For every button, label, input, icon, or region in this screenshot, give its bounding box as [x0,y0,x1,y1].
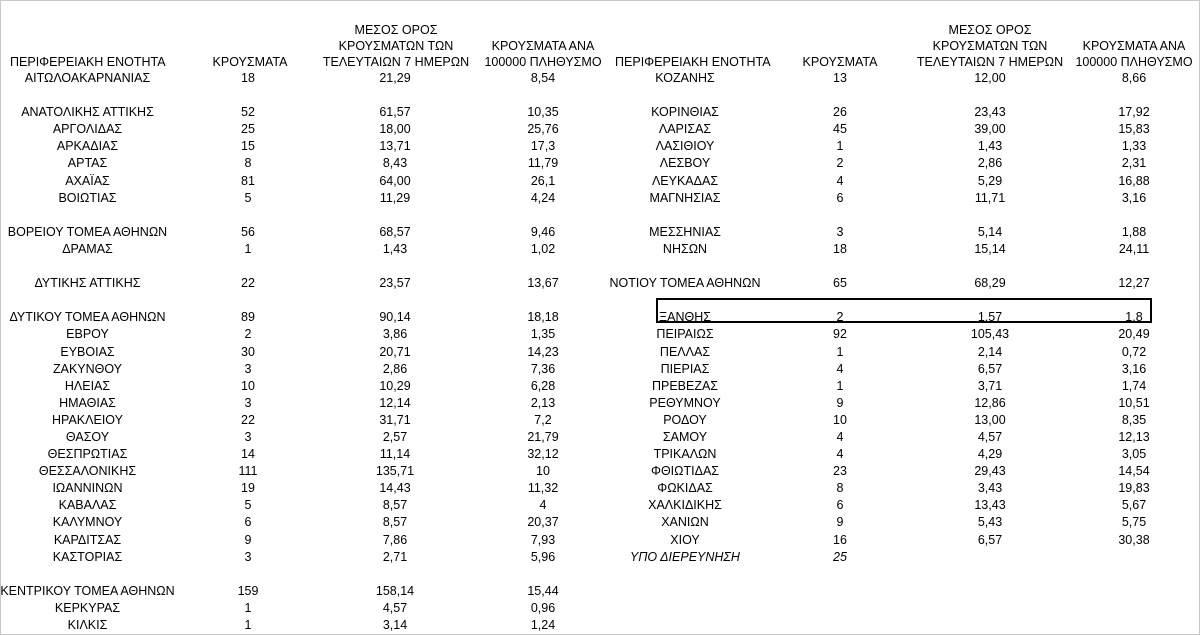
cases-cell: 2 [836,156,844,171]
region-cell: ΗΡΑΚΛΕΙΟΥ [52,412,123,427]
region-cell: ΞΑΝΘΗΣ [659,310,711,325]
region-cell: ΗΜΑΘΙΑΣ [59,395,116,410]
cases-cell: 1 [244,618,252,632]
avg-cell: 29,43 [974,464,1006,479]
avg-cell: 10,29 [379,378,411,393]
per100k-cell: 7,93 [530,532,556,547]
avg-cell: 39,00 [974,122,1006,137]
region-cell: ΚΕΡΚΥΡΑΣ [54,600,121,615]
per100k-cell: 1,24 [530,618,556,632]
cases-cell: 6 [836,498,844,513]
cases-cell: 4 [836,361,844,376]
region-cell: ΡΟΔΟΥ [663,412,707,427]
per100k-cell: 1,8 [1125,310,1143,325]
avg-cell: 13,71 [379,139,411,154]
avg-cell: 135,71 [375,464,415,479]
per100k-cell: 3,05 [1121,447,1147,462]
per100k-cell: 10 [536,464,550,479]
avg-cell: 2,14 [977,344,1003,359]
cases-cell: 4 [836,173,844,188]
per100k-cell: 24,11 [1118,241,1150,256]
per100k-cell: 32,12 [527,447,559,462]
cases-cell: 8 [244,156,252,171]
per100k-cell: 12,27 [1118,276,1150,291]
avg-cell: 3,86 [382,327,408,342]
region-cell: ΛΕΥΚΑΔΑΣ [651,173,719,188]
avg-cell: 13,43 [974,498,1006,513]
avg-cell: 6,57 [977,361,1003,376]
avg-cell: 4,29 [977,447,1003,462]
header-region: ΠΕΡΙΦΕΡΕΙΑΚΗ ΕΝΟΤΗΤΑ [615,55,771,69]
per100k-cell: 15,83 [1118,122,1150,137]
per100k-cell: 17,92 [1118,105,1150,120]
avg-cell: 2,86 [977,156,1003,171]
cases-cell: 15 [241,139,255,154]
avg-cell: 3,14 [382,618,408,632]
region-cell: ΒΟΙΩΤΙΑΣ [58,190,117,205]
cases-cell: 19 [241,481,255,496]
avg-cell: 64,00 [379,173,411,188]
per100k-cell: 4 [539,498,547,513]
per100k-cell: 25,76 [527,122,559,137]
cases-cell: 81 [241,173,255,188]
per100k-cell: 0,72 [1121,344,1147,359]
per100k-cell: 0,96 [530,600,556,615]
avg-cell: 8,57 [382,515,408,530]
cases-cell: 18 [833,241,847,256]
avg-cell: 68,57 [379,224,411,239]
avg-cell: 2,86 [382,361,408,376]
per100k-cell: 14,23 [527,344,559,359]
header-region: ΠΕΡΙΦΕΡΕΙΑΚΗ ΕΝΟΤΗΤΑ [10,55,166,69]
header-avg-line: ΜΕΣΟΣ ΟΡΟΣ [948,23,1032,37]
cases-cell: 3 [836,224,844,239]
region-cell: ΧΙΟΥ [670,532,700,547]
region-cell: ΠΡΕΒΕΖΑΣ [651,378,719,393]
region-cell: ΖΑΚΥΝΘΟΥ [52,361,123,376]
header-avg-line: ΤΕΛΕΥΤΑΙΩΝ 7 ΗΜΕΡΩΝ [322,55,470,69]
avg-cell: 15,14 [974,241,1006,256]
per100k-cell: 5,96 [530,549,556,564]
region-cell: ΔΡΑΜΑΣ [62,241,113,256]
cases-cell: 6 [836,190,844,205]
avg-cell: 12,86 [974,395,1006,410]
cases-cell: 5 [244,498,252,513]
per100k-cell: 10,35 [527,105,559,120]
cases-cell: 159 [237,583,259,598]
cases-cell: 30 [241,344,255,359]
header-cases: ΚΡΟΥΣΜΑΤΑ [212,55,288,69]
cases-cell: 3 [244,429,252,444]
region-cell: ΧΑΝΙΩΝ [661,515,709,530]
cases-cell: 26 [833,105,847,120]
avg-cell: 5,29 [977,173,1003,188]
cases-cell: 3 [244,395,252,410]
avg-cell: 1,43 [977,139,1003,154]
header-avg-line: ΚΡΟΥΣΜΑΤΩΝ ΤΩΝ [338,39,454,53]
cases-cell: 10 [833,412,847,427]
per100k-cell: 12,13 [1118,429,1150,444]
avg-cell: 90,14 [379,310,411,325]
region-cell: ΚΑΒΑΛΑΣ [58,498,117,513]
cases-cell: 52 [241,105,255,120]
per100k-cell: 4,24 [530,190,556,205]
per100k-cell: 7,2 [534,412,552,427]
per100k-cell: 20,37 [527,515,559,530]
region-cell: ΕΒΡΟΥ [66,327,109,342]
per100k-cell: 1,02 [530,241,556,256]
header-avg-line: ΤΕΛΕΥΤΑΙΩΝ 7 ΗΜΕΡΩΝ [916,55,1064,69]
per100k-cell: 2,13 [530,395,556,410]
cases-cell: 2 [244,327,252,342]
avg-cell: 1,57 [977,310,1003,325]
cases-cell: 65 [833,276,847,291]
region-cell: ΦΘΙΩΤΙΔΑΣ [650,464,720,479]
avg-cell: 12,00 [974,71,1006,85]
region-cell: ΦΩΚΙΔΑΣ [657,481,713,496]
cases-cell: 1 [244,600,252,615]
cases-cell: 16 [833,532,847,547]
per100k-cell: 7,36 [530,361,556,376]
header-per100k [478,38,608,70]
avg-cell: 13,00 [974,412,1006,427]
cases-cell: 8 [836,481,844,496]
header-avg-line: ΚΡΟΥΣΜΑΤΩΝ ΤΩΝ [932,39,1048,53]
highlight-box [656,298,1152,323]
region-cell: ΕΥΒΟΙΑΣ [60,344,115,359]
cases-cell: 25 [833,549,847,564]
per100k-cell: 1,88 [1121,224,1147,239]
per100k-cell: 2,31 [1121,156,1147,171]
region-cell: ΝΟΤΙΟΥ ΤΟΜΕΑ ΑΘΗΝΩΝ [609,276,761,291]
region-cell: ΜΑΓΝΗΣΙΑΣ [649,190,721,205]
per100k-cell: 21,79 [527,429,559,444]
region-cell: ΚΙΛΚΙΣ [67,618,108,632]
avg-cell: 23,57 [379,276,411,291]
header-per100k-line: ΚΡΟΥΣΜΑΤΑ ΑΝΑ [491,39,595,53]
region-cell: ΠΕΛΛΑΣ [659,344,711,359]
region-cell: ΛΑΣΙΘΙΟΥ [655,139,715,154]
cases-cell: 3 [244,549,252,564]
region-cell: ΒΟΡΕΙΟΥ ΤΟΜΕΑ ΑΘΗΝΩΝ [7,224,168,239]
header-avg [316,22,476,70]
per100k-cell: 5,75 [1121,515,1147,530]
region-cell: ΘΕΣΠΡΩΤΙΑΣ [47,447,128,462]
avg-cell: 14,43 [379,481,411,496]
region-cell: ΡΕΘΥΜΝΟΥ [649,395,721,410]
region-cell: ΤΡΙΚΑΛΩΝ [653,447,717,462]
region-cell: ΛΑΡΙΣΑΣ [658,122,712,137]
cases-cell: 25 [241,122,255,137]
cases-cell: 1 [836,344,844,359]
region-cell: ΔΥΤΙΚΟΥ ΤΟΜΕΑ ΑΘΗΝΩΝ [9,310,166,325]
per100k-cell: 8,54 [530,71,556,85]
cases-cell: 1 [244,241,252,256]
avg-cell: 5,43 [977,515,1003,530]
cases-cell: 3 [244,361,252,376]
cases-cell: 4 [836,447,844,462]
avg-cell: 68,29 [974,276,1006,291]
avg-cell: 61,57 [379,105,411,120]
per100k-cell: 16,88 [1118,173,1150,188]
avg-cell: 31,71 [379,412,411,427]
per100k-cell: 1,33 [1121,139,1147,154]
region-cell: ΧΑΛΚΙΔΙΚΗΣ [648,498,722,513]
region-cell: ΝΗΣΩΝ [662,241,708,256]
region-cell: ΚΑΛΥΜΝΟΥ [52,515,123,530]
header-avg [910,22,1070,70]
cases-cell: 5 [244,190,252,205]
region-cell: ΔΥΤΙΚΗΣ ΑΤΤΙΚΗΣ [34,276,141,291]
region-cell: ΗΛΕΙΑΣ [64,378,111,393]
avg-cell: 4,57 [977,429,1003,444]
region-cell: ΘΕΣΣΑΛΟΝΙΚΗΣ [38,464,137,479]
per100k-cell: 3,16 [1121,190,1147,205]
cases-cell: 111 [238,464,258,479]
per100k-cell: 26,1 [530,173,556,188]
cases-cell: 9 [836,515,844,530]
cases-cell: 1 [836,378,844,393]
region-cell: ΑΡΓΟΛΙΔΑΣ [52,122,123,137]
region-cell: ΜΕΣΣΗΝΙΑΣ [649,224,721,239]
per100k-cell: 6,28 [530,378,556,393]
header-per100k-line: 100000 ΠΛΗΘΥΣΜΟ [1075,55,1193,69]
cases-cell: 18 [241,71,255,85]
avg-cell: 6,57 [977,532,1003,547]
avg-cell: 11,29 [379,190,411,205]
region-cell: ΛΕΣΒΟΥ [659,156,711,171]
avg-cell: 5,14 [977,224,1003,239]
region-cell: ΚΟΖΑΝΗΣ [655,71,715,85]
region-cell: ΠΕΙΡΑΙΩΣ [656,327,714,342]
per100k-cell: 1,74 [1121,378,1147,393]
header-per100k-line: ΚΡΟΥΣΜΑΤΑ ΑΝΑ [1082,39,1186,53]
cases-cell: 14 [241,447,255,462]
cases-cell: 22 [241,412,255,427]
per100k-cell: 30,38 [1118,532,1150,547]
avg-cell: 8,43 [382,156,408,171]
avg-cell: 3,43 [977,481,1003,496]
per100k-cell: 11,32 [527,481,559,496]
per100k-cell: 13,67 [527,276,559,291]
cases-cell: 23 [833,464,847,479]
region-cell: ΚΕΝΤΡΙΚΟΥ ΤΟΜΕΑ ΑΘΗΝΩΝ [0,583,175,598]
avg-cell: 11,14 [379,447,411,462]
cases-cell: 45 [833,122,847,137]
per100k-cell: 11,79 [527,156,559,171]
avg-cell: 23,43 [974,105,1006,120]
region-cell: ΥΠΟ ΔΙΕΡΕΥΝΗΣΗ [630,549,740,564]
avg-cell: 18,00 [379,122,411,137]
region-cell: ΚΟΡΙΝΘΙΑΣ [651,105,719,120]
avg-cell: 158,14 [375,583,415,598]
header-avg-line: ΜΕΣΟΣ ΟΡΟΣ [354,23,438,37]
avg-cell: 2,71 [382,549,408,564]
header-cases: ΚΡΟΥΣΜΑΤΑ [802,55,878,69]
avg-cell: 4,57 [382,600,408,615]
cases-cell: 2 [836,310,844,325]
region-cell: ΚΑΡΔΙΤΣΑΣ [53,532,122,547]
per100k-cell: 19,83 [1118,481,1150,496]
header-per100k [1071,38,1197,70]
avg-cell: 21,29 [379,71,411,85]
region-cell: ΑΡΤΑΣ [67,156,108,171]
cases-cell: 89 [241,310,255,325]
per100k-cell: 3,16 [1121,361,1147,376]
per100k-cell: 9,46 [530,224,556,239]
per100k-cell: 5,67 [1121,498,1147,513]
per100k-cell: 20,49 [1118,327,1150,342]
per100k-cell: 14,54 [1118,464,1150,479]
avg-cell: 2,57 [382,429,408,444]
cases-cell: 1 [836,139,844,154]
avg-cell: 8,57 [382,498,408,513]
avg-cell: 20,71 [379,344,411,359]
cases-cell: 10 [241,378,255,393]
per100k-cell: 18,18 [527,310,559,325]
avg-cell: 3,71 [977,378,1003,393]
cases-cell: 6 [244,515,252,530]
cases-cell: 13 [833,71,847,85]
cases-cell: 56 [241,224,255,239]
header-per100k-line: 100000 ΠΛΗΘΥΣΜΟ [484,55,602,69]
per100k-cell: 10,51 [1118,395,1150,410]
region-cell: ΑΙΤΩΛΟΑΚΑΡΝΑΝΙΑΣ [24,71,151,85]
region-cell: ΣΑΜΟΥ [662,429,708,444]
region-cell: ΘΑΣΟΥ [65,429,110,444]
per100k-cell: 8,66 [1121,71,1147,85]
per100k-cell: 17,3 [530,139,556,154]
cases-cell: 9 [244,532,252,547]
cases-cell: 9 [836,395,844,410]
region-cell: ΑΝΑΤΟΛΙΚΗΣ ΑΤΤΙΚΗΣ [21,105,154,120]
region-cell: ΑΡΚΑΔΙΑΣ [56,139,119,154]
per100k-cell: 15,44 [527,583,559,598]
region-cell: ΙΩΑΝΝΙΝΩΝ [52,481,123,496]
per100k-cell: 8,35 [1121,412,1147,427]
avg-cell: 7,86 [382,532,408,547]
region-cell: ΠΙΕΡΙΑΣ [660,361,710,376]
avg-cell: 11,71 [974,190,1006,205]
cases-cell: 92 [833,327,847,342]
avg-cell: 12,14 [379,395,411,410]
avg-cell: 105,43 [970,327,1010,342]
cases-cell: 22 [241,276,255,291]
region-cell: ΚΑΣΤΟΡΙΑΣ [52,549,123,564]
avg-cell: 1,43 [382,241,408,256]
cases-cell: 4 [836,429,844,444]
per100k-cell: 1,35 [530,327,556,342]
region-cell: ΑΧΑΪΑΣ [65,173,110,188]
